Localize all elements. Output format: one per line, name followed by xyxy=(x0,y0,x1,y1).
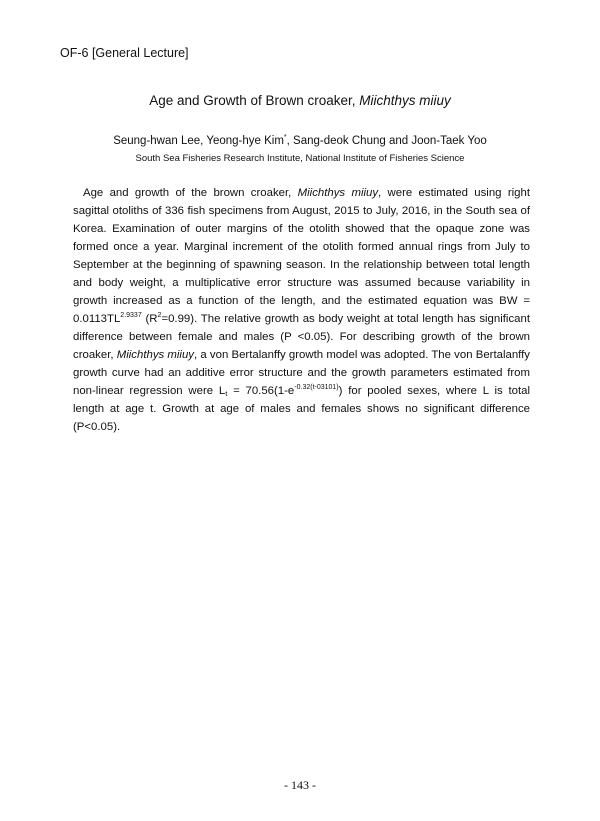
session-label: OF-6 [General Lecture] xyxy=(60,46,189,60)
abstract-text-1: Age and growth of the brown croaker, xyxy=(83,187,298,199)
subscript-t: t xyxy=(225,389,228,398)
exponent-3: -0.32(t-03101) xyxy=(294,384,339,391)
author-names-first: Seung-hwan Lee, Yeong-hye Kim xyxy=(113,135,284,147)
exponent-1: 2.9337 xyxy=(120,312,142,319)
abstract-species-2: Miichthys miiuy xyxy=(116,349,194,361)
abstract-body xyxy=(73,184,530,436)
abstract-text-5: , a von Bertalanffy growth model was adopted. The von Bertalanffy growth curve had an additive error structure and the growth parameters estimated from non-linear regression were L xyxy=(73,349,530,397)
abstract-species-1: Miichthys miiuy xyxy=(297,187,379,199)
paper-title xyxy=(0,92,600,110)
corresponding-author-marker: * xyxy=(283,134,287,141)
abstract-text-6: = 70.56(1-e xyxy=(227,385,295,397)
title-text: Age and Growth of Brown croaker, xyxy=(149,93,360,108)
title-species: Miichthys miiuy xyxy=(359,93,451,108)
affiliation: South Sea Fisheries Research Institute, National Institute of Fisheries Science xyxy=(135,153,465,164)
abstract-text-7: ) for pooled sexes, where L is total length at age t. Growth at age of males and females shows no significant difference (P<0.05). xyxy=(73,385,530,433)
exponent-2: 2 xyxy=(157,312,162,319)
page-number: - 143 - xyxy=(284,778,316,792)
abstract-text-2: , were estimated using right sagittal otoliths of 336 fish specimens from August, 2015 to July, 2016, in the South sea of Korea. Examination of outer margins of the otolith showed that the opaque zone was formed once a year. Marginal increment of the otolith formed annual rings from July to September at the beginning of spawning season. In the relationship between total length and body weight, a multiplicative error structure was assumed because variability in growth increased as a function of the length, and the estimated equation was BW = 0.0113TL xyxy=(73,187,530,325)
author-names-rest: , Sang-deok Chung and Joon-Taek Yoo xyxy=(286,135,487,147)
author-list xyxy=(0,134,600,149)
abstract-text-4: =0.99). The relative growth as body weight at total length has significant difference between female and males (P <0.05). For describing growth of the brown croaker, xyxy=(73,313,530,361)
abstract-text-3: (R xyxy=(141,313,158,325)
